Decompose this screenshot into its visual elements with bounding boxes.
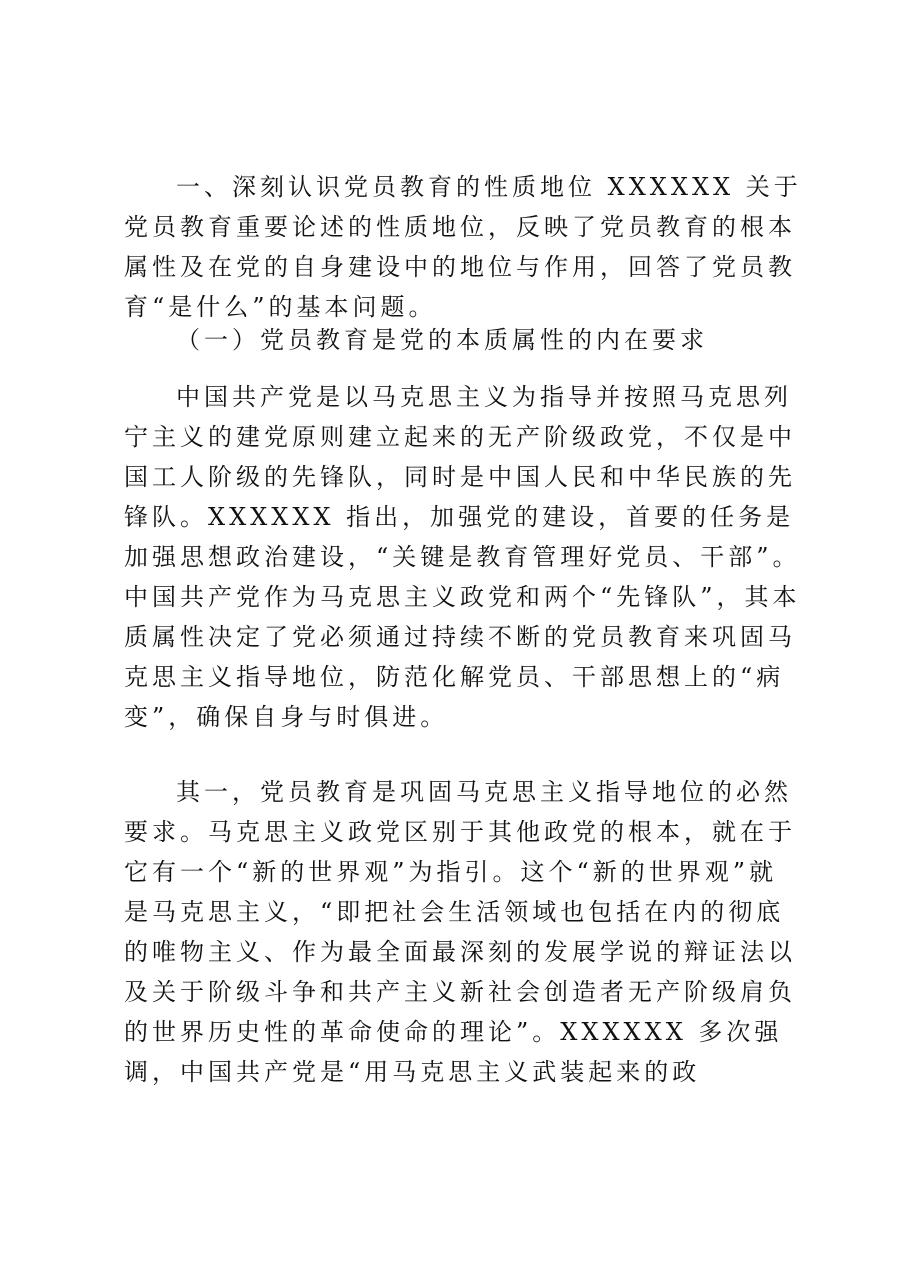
paragraph-body-2: 其一，党员教育是巩固马克思主义指导地位的必然要求。马克思主义政党区别于其他政党的根本，就在于它有一个“新的世界观”为指引。这个“新的世界观”就是马克思主义，“即把社会生活领域也包括在内的彻底的唯物主义、作为最全面最深刻的发展学说的辩证法以及关于阶级斗争和共产主义新社会创造者无产阶级肩负的世界历史性的革命使命的理论”。XXXXXX 多次强调，中国共产党是“用马克思主义武装起来的政 (124, 778, 796, 1086)
paragraph-intro: 一、深刻认识党员教育的性质地位 XXXXXX 关于党员教育重要论述的性质地位，反映了党员教育的根本属性及在党的自身建设中的地位与作用，回答了党员教育“是什么”的基本问题。 (124, 173, 802, 321)
section-heading: （一）党员教育是党的本质属性的内在要求 (176, 326, 708, 354)
paragraph-body-1: 中国共产党是以马克思主义为指导并按照马克思列宁主义的建党原则建立起来的无产阶级政党，不仅是中国工人阶级的先锋队，同时是中国人民和中华民族的先锋队。XXXXXX 指出，加强党的建设，首要的任务是加强思想政治建设，“关键是教育管理好党员、干部”。中国共产党作为马克思主义政党和两个“先锋队”，其本质属性决定了党必须通过持续不断的党员教育来巩固马克思主义指导地位，防范化解党员、干部思想上的“病变”，确保自身与时俱进。 (124, 383, 801, 731)
